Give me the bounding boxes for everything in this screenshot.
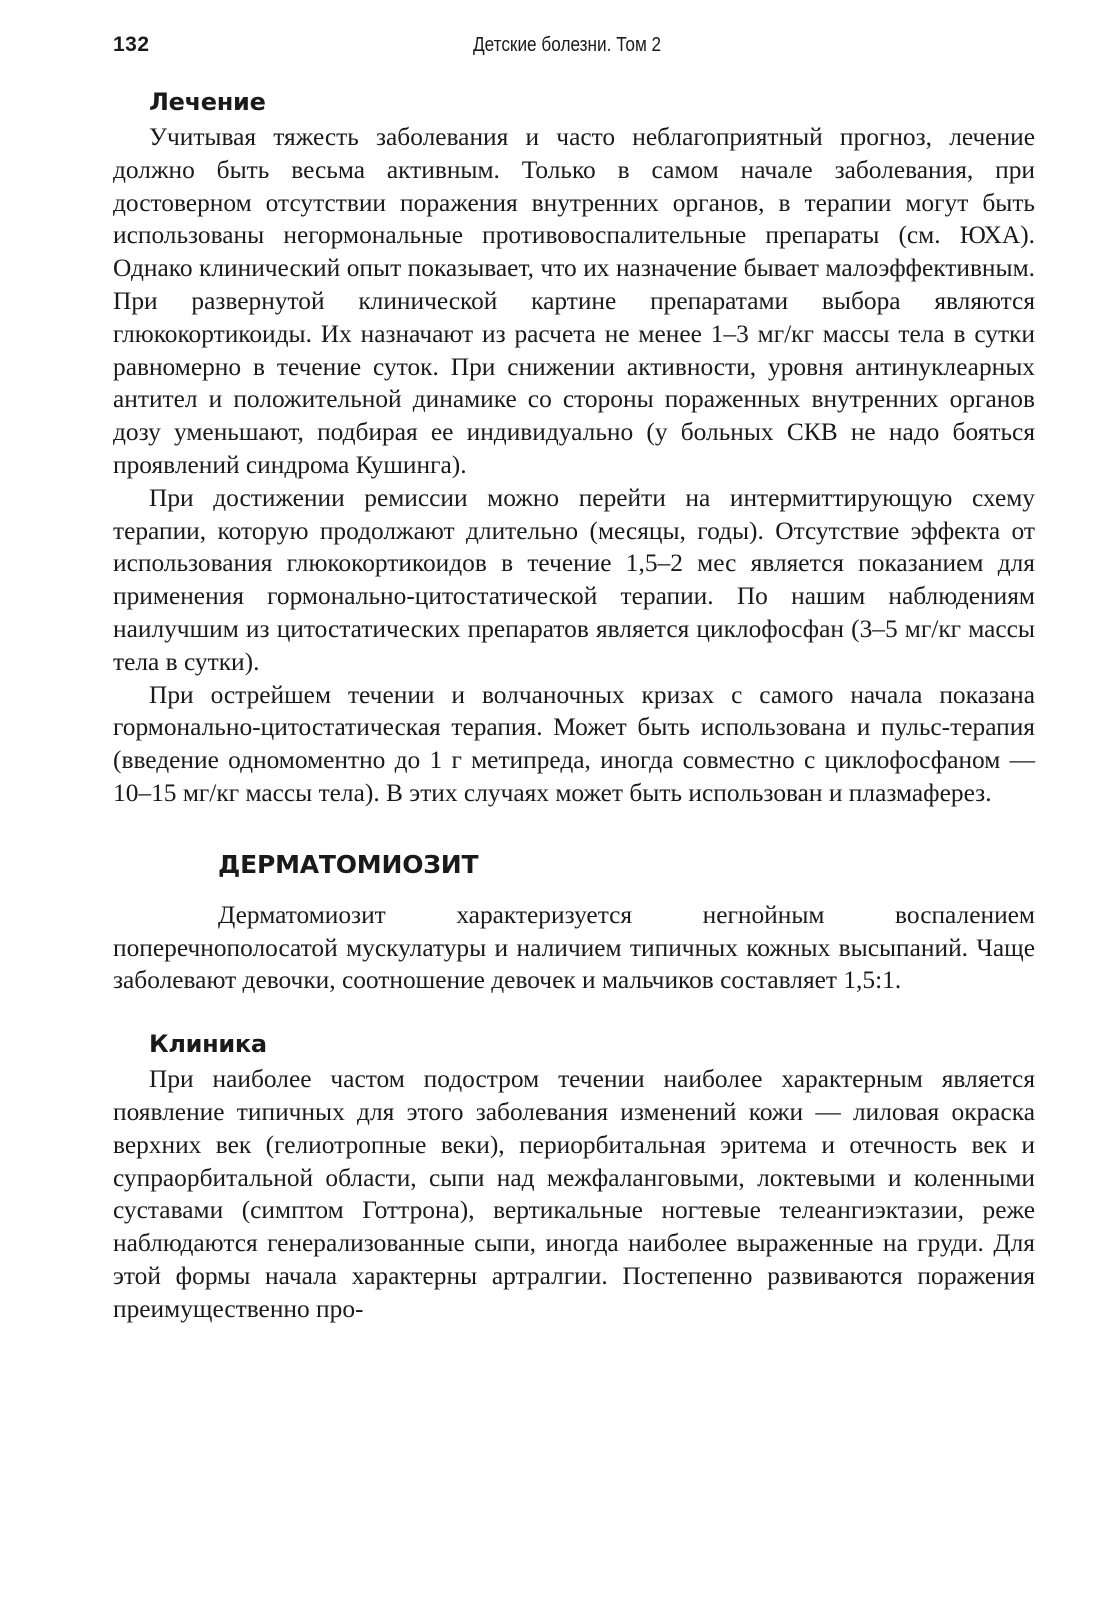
paragraph-dermatomiozit-intro: Дерматомиозит характеризуется негнойным воспалением поперечнополосатой мускулатуры и наличием типичных кожных высыпаний. Чаще заболевают девочки, соотношение девочек и мальчиков составляет 1,5:1. — [113, 900, 1035, 995]
heading-dermatomiozit: ДЕРМАТОМИОЗИТ — [218, 849, 479, 879]
paragraph-lechenie-1: Учитывая тяжесть заболевания и часто неблагоприятный прогноз, лечение должно быть весьма активным. Только в самом начале заболевания, при достоверном отсутствии поражения внутренних органов, в терапии могут быть использованы негормональные противовоспалительные препараты (см. ЮХА). Однако клинический опыт показывает, что их назначение бывает малоэффективным. При развернутой клинической картине препаратами выбора являются глюкокортикоиды. Их назначают из расчета не менее 1–3 мг/кг массы тела в сутки равномерно в течение суток. При снижении активности, уровня антинуклеарных антител и положительной динамике со стороны пораженных внутренних органов дозу уменьшают, подбирая ее индивидуально (у больных СКВ не надо бояться проявлений синдрома Кушинга). — [113, 123, 1035, 479]
paragraph-lechenie-3: При острейшем течении и волчаночных кризах с самого начала показана гормонально-цитостатическая терапия. Может быть использована и пульс-терапия (введение одномоментно до 1 г метипреда, иногда совместно с циклофосфаном — 10–15 мг/кг массы тела). В этих случаях может быть использован и плазмаферез. — [113, 680, 1035, 807]
running-head — [113, 30, 1035, 60]
paragraph-lechenie-2: При достижении ремиссии можно перейти на интермиттирующую схему терапии, которую продолжают длительно (месяцы, годы). Отсутствие эффекта от использования глюкокортикоидов в течение 1,5–2 мес является показанием для применения гормонально-цитостатической терапии. По нашим наблюдениям наилучшим из цитостатических препаратов является циклофосфан (3–5 мг/кг массы тела в сутки). — [113, 483, 1035, 676]
heading-lechenie: Лечение — [149, 88, 266, 116]
page-number: 132 — [113, 33, 150, 56]
paragraph-klinika: При наиболее частом подостром течении наиболее характерным является появление типичных для этого заболевания изменений кожи — лиловая окраска верхних век (гелиотропные веки), периорбитальная эритема и отечность век и супраорбитальной области, сыпи над межфаланговыми, локтевыми и коленными суставами (симптом Готтрона), вертикальные ногтевые телеангиэктазии, реже наблюдаются генерализованные сыпи, иногда наиболее выраженные на груди. Для этой формы начала характерны артралгии. Постепенно развиваются поражения преимущественно про- — [113, 1065, 1035, 1323]
book-title: Детские болезни. Том 2 — [473, 34, 662, 56]
heading-klinika: Клиника — [149, 1030, 267, 1059]
page-content — [113, 85, 1035, 1326]
